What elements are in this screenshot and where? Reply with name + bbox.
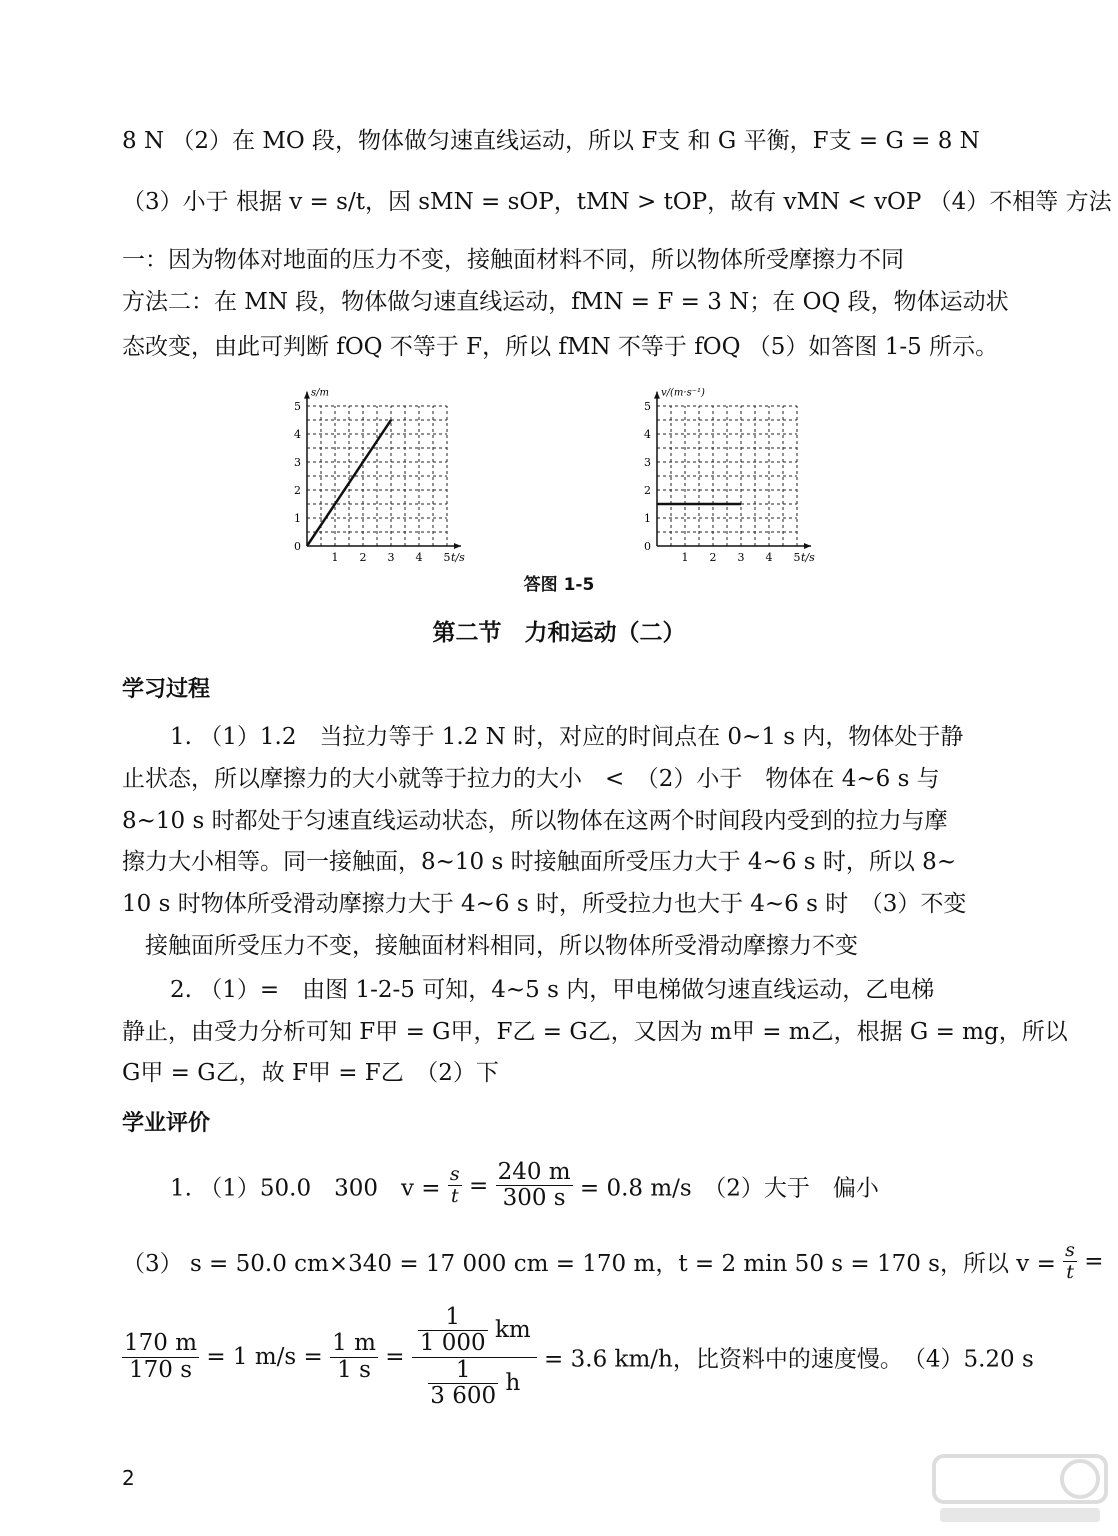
fraction-170m-over-170s <box>122 1331 199 1383</box>
x-tick-label: 3 <box>387 551 395 564</box>
x-tick-label: 5 <box>793 551 801 564</box>
eval-1-suffix: = 0.8 m/s （2）大于 偏小 <box>579 1175 879 1202</box>
fraction-1-over-3600 <box>428 1358 498 1410</box>
y-tick-label: 3 <box>294 456 301 469</box>
fraction-numerator: 170 m <box>124 1330 198 1357</box>
watermark-logo <box>930 1452 1110 1528</box>
fraction-1m-over-1s <box>330 1331 378 1383</box>
fraction-denominator: 300 s <box>502 1185 566 1212</box>
eval-line-2 <box>122 1240 1104 1283</box>
fraction-numerator: s <box>1065 1239 1075 1261</box>
eval-1-prefix: 1. （1）50.0 300 v = <box>170 1175 441 1202</box>
fraction-denominator: 170 s <box>129 1356 193 1383</box>
x-axis-arrow <box>804 543 811 549</box>
unit-h: h <box>505 1369 521 1396</box>
fraction-denominator: 1 000 <box>419 1330 486 1357</box>
y-tick-label: 3 <box>644 456 651 469</box>
fraction-numerator: 240 m <box>497 1159 571 1185</box>
answer-line-3: 一：因为物体对地面的压力不变，接触面材料不同，所以物体所受摩擦力不同 <box>122 247 904 273</box>
process-line-4: 擦力大小相等。同一接触面，8~10 s 时接触面所受压力大于 4~6 s 时，所以 8~ <box>122 849 957 875</box>
answer-line-1: 8 N （2）在 MO 段，物体做匀速直线运动，所以 F支 和 G 平衡，F支 = G = 8 N <box>122 128 980 154</box>
fraction-numerator: 1 <box>428 1358 498 1384</box>
x-tick-label: 2 <box>709 551 717 564</box>
y-axis-arrow <box>304 392 310 399</box>
y-tick-label: 2 <box>294 484 301 497</box>
page-number: 2 <box>122 1466 135 1490</box>
fraction-numerator: s <box>449 1163 460 1186</box>
y-tick-label: 1 <box>644 512 651 525</box>
eval-line-3 <box>122 1305 1034 1409</box>
complex-fraction-km-over-h <box>412 1305 537 1409</box>
fraction-denominator: 1 s <box>337 1356 371 1383</box>
x-axis-label: t/s <box>801 551 815 564</box>
x-axis-arrow <box>454 543 461 549</box>
y-tick-label: 5 <box>294 400 301 413</box>
eval-2-equals: = <box>1084 1248 1104 1275</box>
eval-2-text: （3） s = 50.0 cm×340 = 17 000 cm = 170 m，t = 2 min 50 s = 170 s，所以 v = <box>122 1250 1056 1277</box>
x-tick-label: 5 <box>443 551 451 564</box>
answer-line-4: 方法二：在 MN 段，物体做匀速直线运动，fMN = F = 3 N；在 OQ 段，物体运动状 <box>122 289 1009 315</box>
figure-caption: 答图 1-5 <box>523 575 595 595</box>
fraction-numerator: 1 <box>418 1305 488 1331</box>
x-axis-label: t/s <box>451 551 465 564</box>
y-tick-label: 1 <box>294 512 301 525</box>
origin-label: 0 <box>294 540 301 553</box>
complex-denominator <box>412 1358 537 1410</box>
eval-line-1 <box>170 1160 879 1212</box>
fraction-1-over-1000 <box>418 1305 488 1357</box>
answer-line-5: 态改变，由此可判断 fOQ 不等于 F，所以 fMN 不等于 fOQ （5）如答图 1-5 所示。 <box>122 334 999 360</box>
eval-1-equals: = <box>468 1172 489 1199</box>
x-tick-label: 3 <box>737 551 745 564</box>
eval-3-suffix: = 3.6 km/h，比资料中的速度慢。 （4）5.20 s <box>544 1346 1034 1373</box>
fraction-denominator: t <box>450 1185 459 1208</box>
x-tick-label: 4 <box>765 551 773 564</box>
heading-academic-evaluation: 学业评价 <box>122 1111 211 1136</box>
x-tick-label: 4 <box>415 551 423 564</box>
unit-km: km <box>494 1317 531 1344</box>
s-t-chart <box>285 370 485 570</box>
y-axis-arrow <box>654 392 660 399</box>
v-t-chart <box>635 370 835 570</box>
process-line-6: 接触面所受压力不变，接触面材料相同，所以物体所受滑动摩擦力不变 <box>145 933 858 959</box>
x-tick-label: 1 <box>331 551 339 564</box>
origin-label: 0 <box>644 540 651 553</box>
answer-line-2: （3）小于 根据 v = s/t，因 sMN = sOP，tMN > tOP，故有 vMN < vOP （4）不相等 方法 <box>122 189 1112 215</box>
heading-learning-process: 学习过程 <box>122 677 211 702</box>
x-tick-label: 1 <box>681 551 689 564</box>
process-line-3: 8~10 s 时都处于匀速直线运动状态，所以物体在这两个时间段内受到的拉力与摩 <box>122 808 948 834</box>
eval-3-equals: = <box>385 1344 405 1371</box>
y-tick-label: 4 <box>644 428 651 441</box>
y-tick-label: 5 <box>644 400 651 413</box>
fraction-s-over-t <box>448 1164 462 1207</box>
fraction-denominator: 3 600 <box>430 1382 497 1409</box>
fraction-denominator: t <box>1066 1260 1074 1283</box>
process-line-2: 止状态，所以摩擦力的大小就等于拉力的大小 < （2）小于 物体在 4~6 s 与 <box>122 766 940 792</box>
y-tick-label: 2 <box>644 484 651 497</box>
y-axis-label: v/(m·s⁻¹) <box>661 387 705 399</box>
fraction-numerator: 1 m <box>332 1330 376 1357</box>
process-line-1: 1. （1）1.2 当拉力等于 1.2 N 时，对应的时间点在 0~1 s 内，物体处于静 <box>170 724 964 750</box>
fraction-240-over-300 <box>496 1160 573 1212</box>
y-tick-label: 4 <box>294 428 301 441</box>
process-line-7: 2. （1）= 由图 1-2-5 可知，4~5 s 内，甲电梯做匀速直线运动，乙电梯 <box>170 977 935 1003</box>
complex-numerator <box>412 1305 537 1358</box>
process-line-9: G甲 = G乙，故 F甲 = F乙 （2）下 <box>122 1060 499 1086</box>
x-tick-label: 2 <box>359 551 367 564</box>
section-title: 第二节 力和运动（二） <box>432 620 686 646</box>
process-line-8: 静止，由受力分析可知 F甲 = G甲，F乙 = G乙，又因为 m甲 = m乙，根据 G = mg，所以 <box>122 1019 1068 1045</box>
fraction-s-over-t-2 <box>1063 1240 1077 1283</box>
eval-3-mid: = 1 m/s = <box>206 1344 323 1371</box>
process-line-5: 10 s 时物体所受滑动摩擦力大于 4~6 s 时，所受拉力也大于 4~6 s 时 （3）不变 <box>122 891 967 917</box>
y-axis-label: s/m <box>311 387 329 399</box>
